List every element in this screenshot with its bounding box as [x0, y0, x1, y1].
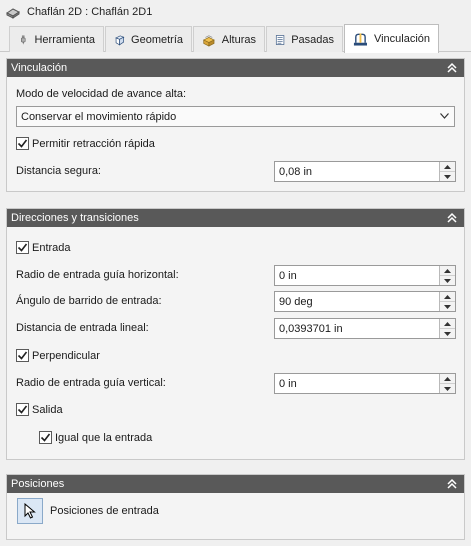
- tab-label: Geometría: [131, 33, 183, 46]
- arrow-up-icon: [444, 165, 451, 169]
- horiz-radius-label: Radio de entrada guía horizontal:: [16, 269, 179, 281]
- horiz-radius-spinbox[interactable]: [274, 265, 456, 286]
- linear-distance-label: Distancia de entrada lineal:: [16, 322, 149, 334]
- perpendicular-row[interactable]: [16, 349, 100, 362]
- arrow-up-icon: [444, 295, 451, 299]
- tab-vinculacion[interactable]: [344, 24, 439, 53]
- feed-mode-value: Conservar el movimiento rápido: [21, 110, 177, 123]
- collapse-icon[interactable]: [446, 478, 458, 490]
- collapse-icon[interactable]: [446, 212, 458, 224]
- spin-down-button[interactable]: [440, 172, 455, 181]
- spin-down-button[interactable]: [440, 329, 455, 338]
- safe-distance-row: [16, 165, 101, 177]
- perpendicular-checkbox[interactable]: [16, 349, 29, 362]
- sweep-angle-row: [16, 295, 162, 307]
- lead-out-label: Salida: [32, 403, 63, 416]
- arrow-up-icon: [444, 377, 451, 381]
- feed-mode-label: Modo de velocidad de avance alta:: [16, 88, 187, 100]
- horiz-radius-value[interactable]: 0 in: [279, 269, 297, 282]
- section-title: Direcciones y transiciones: [11, 212, 139, 224]
- sweep-angle-spinbox[interactable]: [274, 291, 456, 312]
- tab-label: Vinculación: [373, 33, 430, 45]
- vert-radius-value[interactable]: 0 in: [279, 377, 297, 390]
- linear-distance-value[interactable]: 0,0393701 in: [279, 322, 343, 335]
- feed-mode-row: [16, 88, 186, 100]
- vinculacion-section: [6, 58, 465, 192]
- spin-up-button[interactable]: [440, 162, 455, 172]
- tab-bar: [0, 24, 471, 52]
- allow-rapid-retract-row[interactable]: [16, 137, 155, 150]
- vert-radius-label: Radio de entrada guía vertical:: [16, 377, 166, 389]
- safe-distance-label: Distancia segura:: [16, 165, 101, 177]
- spin-up-button[interactable]: [440, 266, 455, 276]
- checkmark-icon: [17, 242, 28, 253]
- safe-distance-value[interactable]: 0,08 in: [279, 165, 313, 178]
- lead-in-label: Entrada: [32, 241, 71, 254]
- pointer-cursor-icon: [24, 503, 37, 519]
- section-header[interactable]: [7, 475, 464, 493]
- same-as-lead-in-row[interactable]: [39, 431, 152, 444]
- geometry-cube-icon: [114, 32, 125, 48]
- tab-label: Herramienta: [34, 33, 95, 46]
- arrow-down-icon: [444, 175, 451, 179]
- arrow-down-icon: [444, 279, 451, 283]
- same-as-lead-in-checkbox[interactable]: [39, 431, 52, 444]
- tab-geometria[interactable]: [105, 26, 192, 52]
- tab-pasadas[interactable]: [266, 26, 343, 52]
- tab-alturas[interactable]: [193, 26, 265, 52]
- vert-radius-row: [16, 377, 166, 389]
- sweep-angle-label: Ángulo de barrido de entrada:: [16, 295, 162, 307]
- allow-rapid-retract-checkbox[interactable]: [16, 137, 29, 150]
- chamfer-icon: [5, 4, 21, 20]
- tool-icon: [18, 32, 28, 48]
- same-as-lead-in-label: Igual que la entrada: [55, 431, 153, 444]
- arrow-down-icon: [444, 305, 451, 309]
- window-title: Chaflán 2D : Chaflán 2D1: [27, 6, 153, 18]
- feed-mode-dropdown[interactable]: [16, 106, 455, 127]
- tab-herramienta[interactable]: [9, 26, 104, 52]
- perpendicular-label: Perpendicular: [32, 349, 100, 362]
- allow-rapid-retract-label: Permitir retracción rápida: [32, 137, 155, 150]
- vert-radius-spinbox[interactable]: [274, 373, 456, 394]
- lead-in-row[interactable]: [16, 241, 71, 254]
- spin-down-button[interactable]: [440, 384, 455, 393]
- tab-label: Alturas: [221, 33, 256, 46]
- arrow-up-icon: [444, 322, 451, 326]
- positions-section: [6, 474, 465, 540]
- arrow-up-icon: [444, 269, 451, 273]
- arrow-down-icon: [444, 387, 451, 391]
- section-title: Posiciones: [11, 478, 65, 490]
- directions-section: [6, 208, 465, 460]
- entry-positions-button[interactable]: [17, 498, 43, 524]
- lead-out-checkbox[interactable]: [16, 403, 29, 416]
- entry-positions-row: [50, 505, 159, 517]
- entry-positions-label: Posiciones de entrada: [50, 505, 159, 517]
- linking-icon: [353, 31, 368, 47]
- spin-down-button[interactable]: [440, 302, 455, 311]
- linear-distance-row: [16, 322, 149, 334]
- safe-distance-spinbox[interactable]: [274, 161, 456, 182]
- checkmark-icon: [17, 404, 28, 415]
- section-title: Vinculación: [11, 62, 68, 74]
- checkmark-icon: [17, 138, 28, 149]
- linear-distance-spinbox[interactable]: [274, 318, 456, 339]
- window-titlebar: [0, 0, 471, 24]
- tab-label: Pasadas: [291, 33, 334, 46]
- chevron-down-icon: [440, 113, 449, 119]
- spin-up-button[interactable]: [440, 319, 455, 329]
- collapse-icon[interactable]: [446, 62, 458, 74]
- checkmark-icon: [40, 432, 51, 443]
- lead-in-checkbox[interactable]: [16, 241, 29, 254]
- horiz-radius-row: [16, 269, 179, 281]
- spin-up-button[interactable]: [440, 292, 455, 302]
- checkmark-icon: [17, 350, 28, 361]
- spin-down-button[interactable]: [440, 276, 455, 285]
- sweep-angle-value[interactable]: 90 deg: [279, 295, 313, 308]
- section-header[interactable]: [7, 209, 464, 227]
- section-header[interactable]: [7, 59, 464, 77]
- lead-out-row[interactable]: [16, 403, 63, 416]
- spin-up-button[interactable]: [440, 374, 455, 384]
- arrow-down-icon: [444, 332, 451, 336]
- passes-icon: [275, 32, 285, 48]
- heights-icon: [202, 32, 216, 48]
